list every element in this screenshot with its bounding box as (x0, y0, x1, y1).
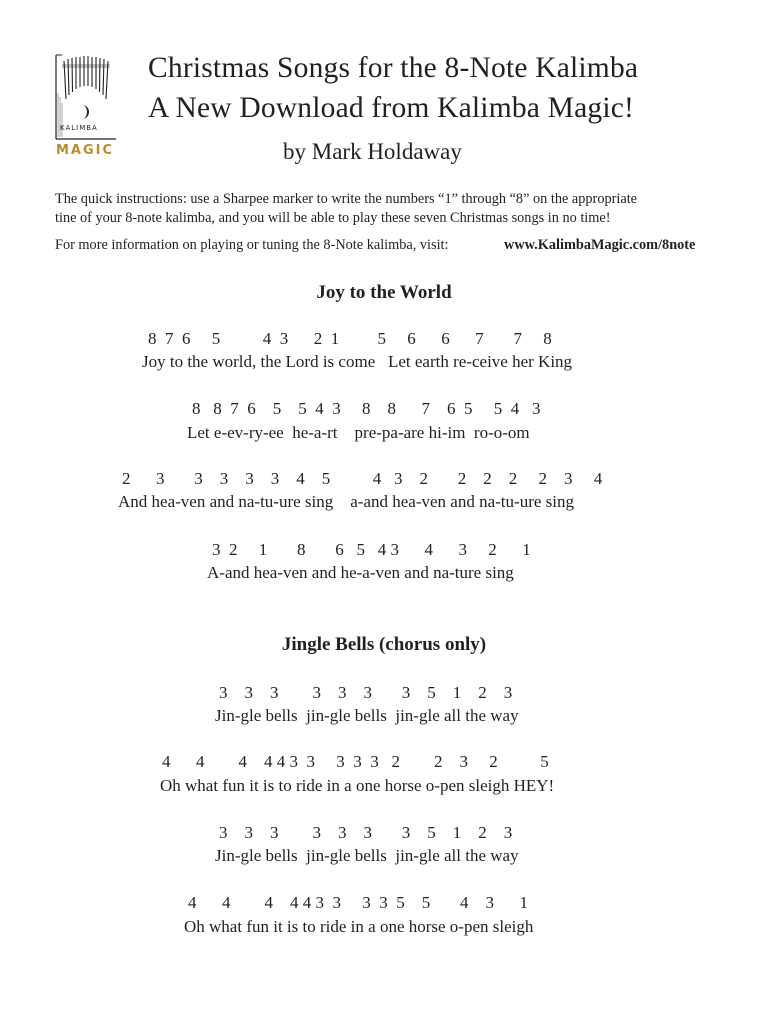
lyrics-line: Oh what fun it is to ride in a one horse o-pen sleigh HEY! (160, 776, 555, 795)
intro-text-line3: For more information on playing or tuning the 8-Note kalimba, visit: (55, 237, 449, 253)
lyrics-line: Let e-ev-ry-ee he-a-rt pre-pa-are hi-im ro-o-om (187, 423, 530, 442)
notes-line: 3 2 1 8 6 5 4 3 4 3 2 1 (212, 540, 531, 559)
song-title-joy-to-the-world: Joy to the World (316, 282, 452, 303)
lyrics-line: A-and hea-ven and he-a-ven and na-ture sing (207, 563, 514, 582)
logo-text-magic: MAGIC (56, 143, 115, 158)
notes-line: 2 3 3 3 3 3 4 5 4 3 2 2 2 2 2 3 4 (122, 469, 603, 488)
notes-line: 4 4 4 4 4 3 3 3 3 5 5 4 3 1 (188, 893, 528, 912)
lyrics-line: Joy to the world, the Lord is come Let earth re-ceive her King (142, 352, 573, 371)
lyrics-line: Jin-gle bells jin-gle bells jin-gle all the way (215, 706, 519, 725)
notes-line: 3 3 3 3 3 3 3 5 1 2 3 (219, 683, 513, 702)
lyrics-line: And hea-ven and na-tu-ure sing a-and hea-ven and na-tu-ure sing (118, 492, 574, 511)
notes-line: 4 4 4 4 4 3 3 3 3 3 2 2 3 2 5 (162, 752, 549, 771)
song-title-jingle-bells: Jingle Bells (chorus only) (281, 634, 487, 655)
author-byline: by Mark Holdaway (283, 139, 462, 164)
page-title-line1: Christmas Songs for the 8-Note Kalimba (148, 52, 639, 84)
intro-text-line1: The quick instructions: use a Sharpee marker to write the numbers “1” through “8” on the appropriate (55, 191, 638, 207)
page-title-line2: A New Download from Kalimba Magic! (148, 92, 635, 124)
lyrics-line: Oh what fun it is to ride in a one horse o-pen sleigh (184, 917, 534, 936)
notes-line: 8 7 6 5 4 3 2 1 5 6 6 7 7 8 (148, 329, 552, 348)
lyrics-line: Jin-gle bells jin-gle bells jin-gle all the way (215, 846, 519, 865)
intro-text-line2: tine of your 8-note kalimba, and you will be able to play these seven Christmas songs in no time! (55, 210, 611, 226)
logo-text-kalimba: KALIMBA (60, 124, 98, 132)
kalimba-magic-logo (54, 53, 118, 163)
notes-line: 8 8 7 6 5 5 4 3 8 8 7 6 5 5 4 3 (192, 399, 541, 418)
website-link[interactable]: www.KalimbaMagic.com/8note (504, 237, 696, 253)
notes-line: 3 3 3 3 3 3 3 5 1 2 3 (219, 823, 513, 842)
